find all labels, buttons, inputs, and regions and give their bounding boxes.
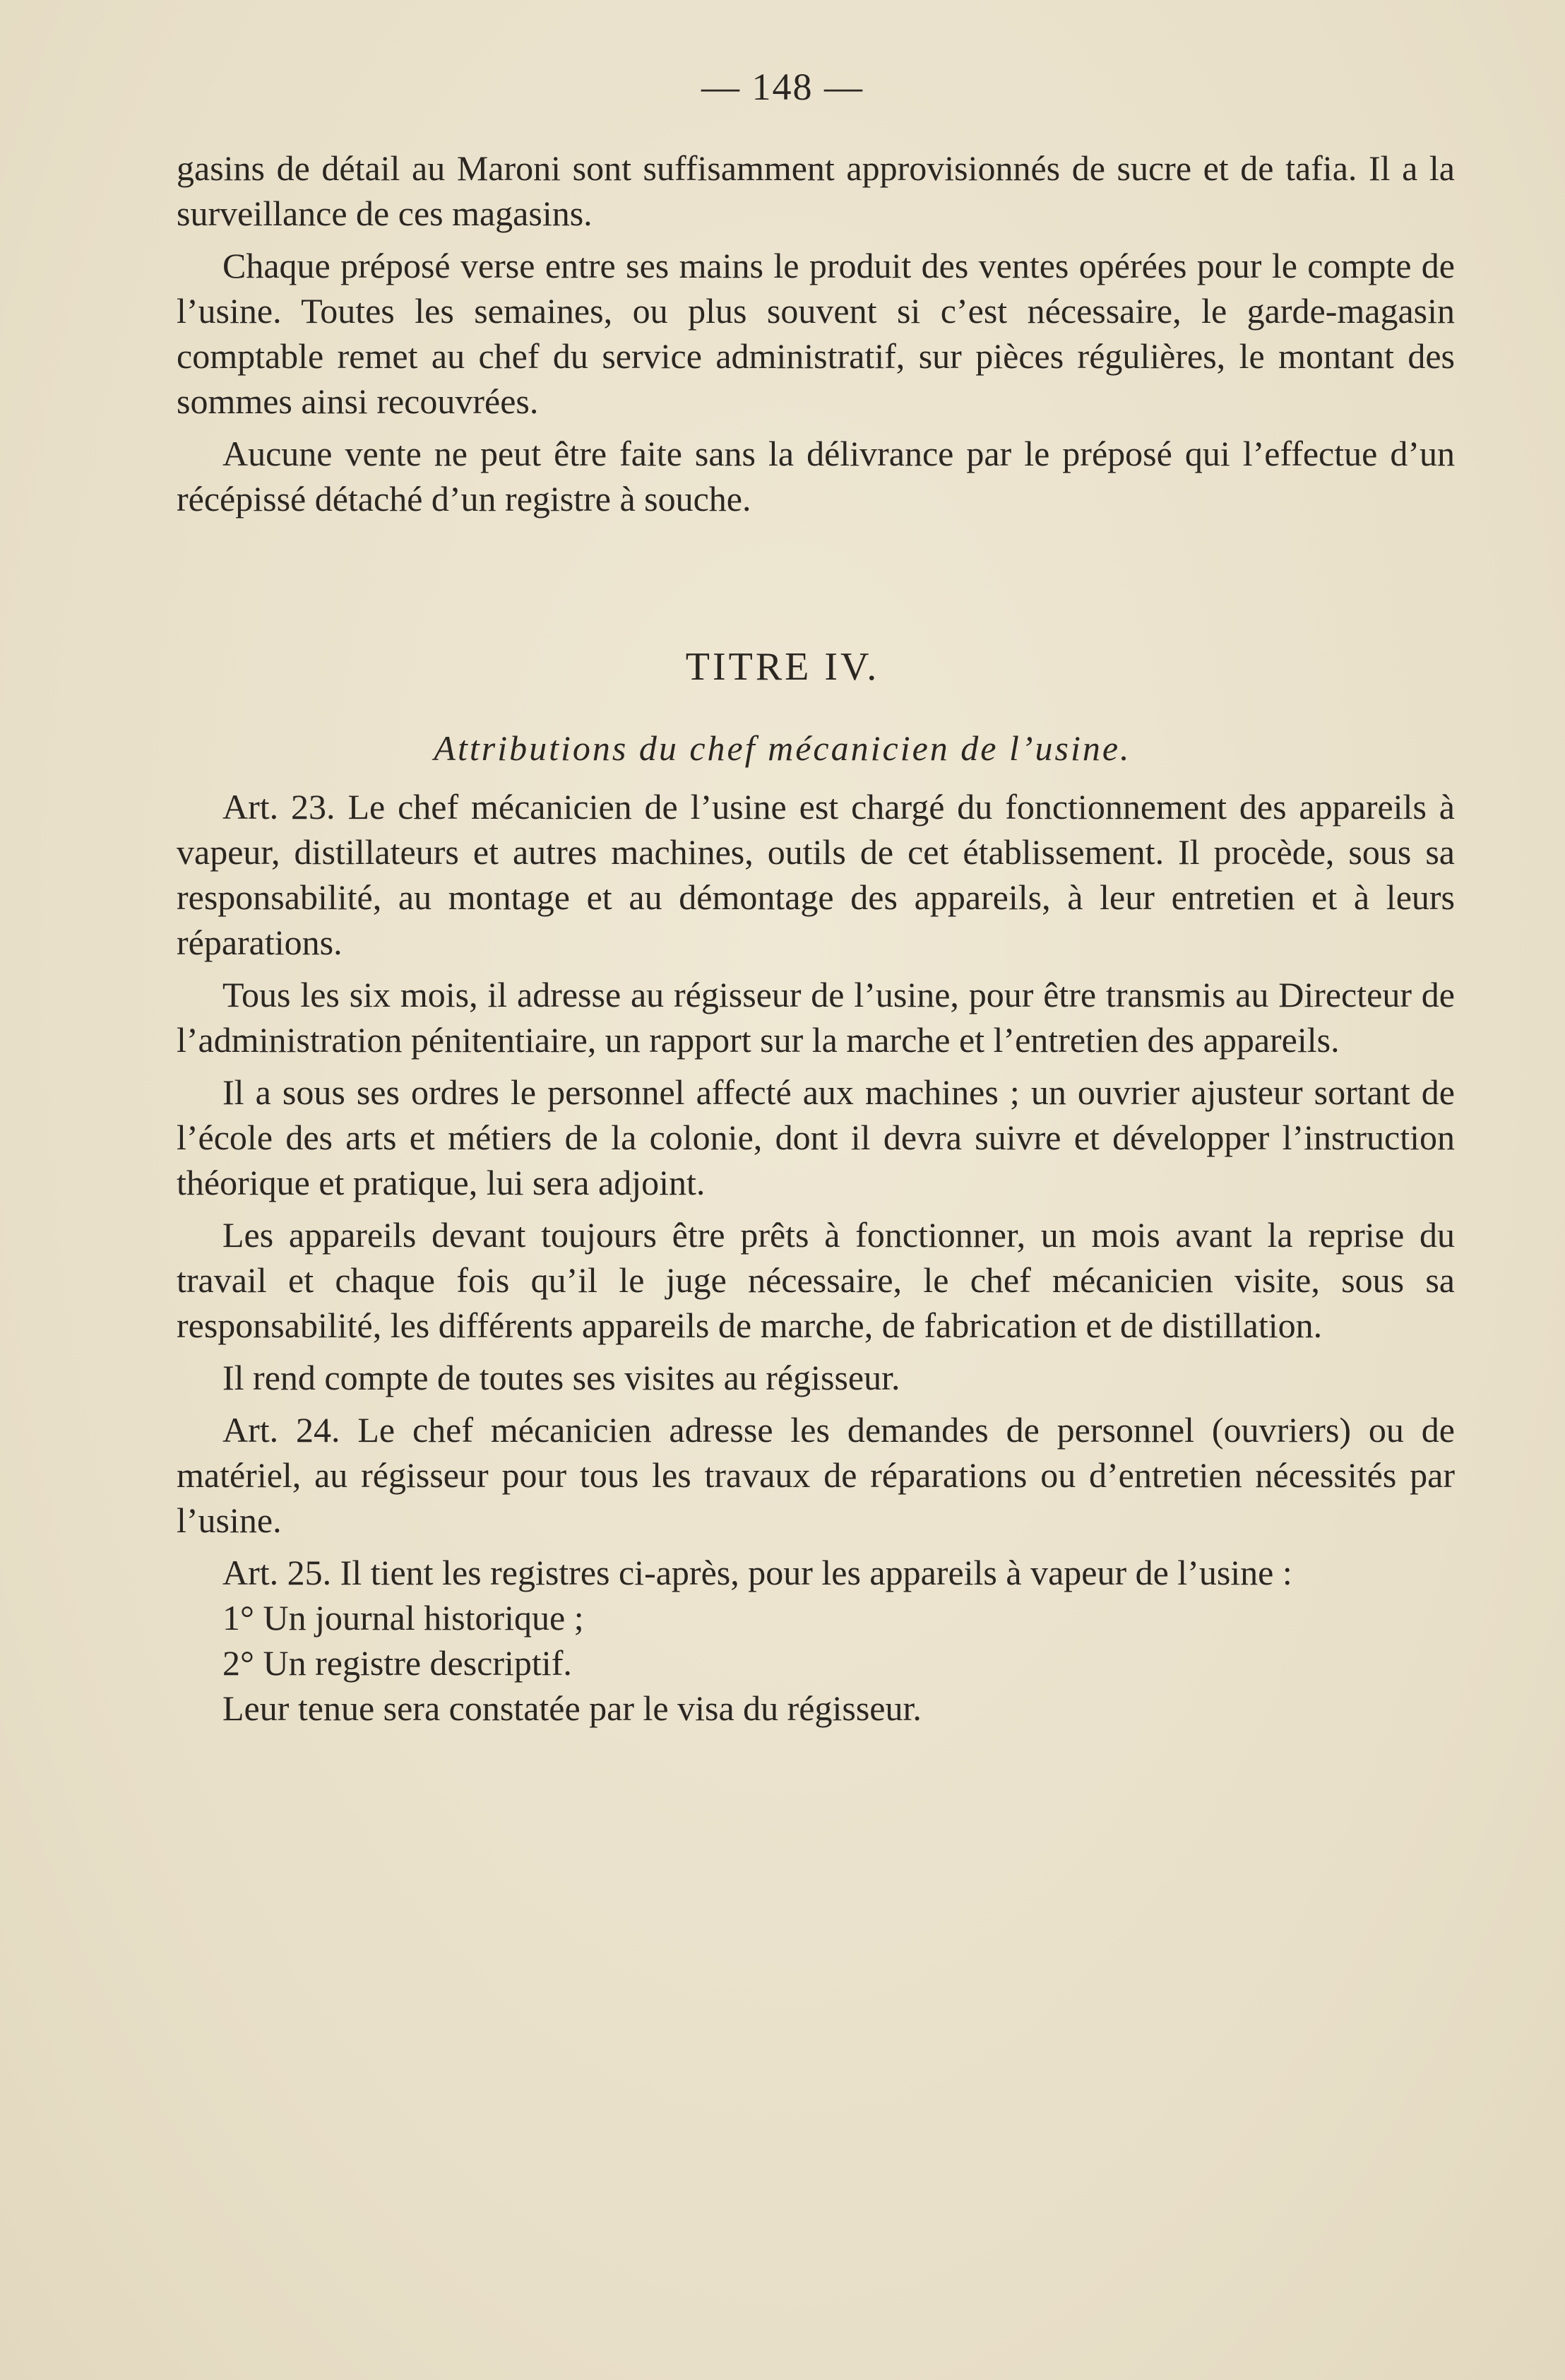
intro-section [177, 146, 1455, 521]
paragraph-prepose: Chaque préposé verse entre ses mains le produit des ventes opérées pour le compte de l’usine. Toutes les semaines, ou plus souvent si c’est nécessaire, le garde-magasin comptable remet au chef du service administratif, sur pièces régulières, le montant des sommes ainsi recouvrées. [177, 246, 1455, 421]
section-subtitle: Attributions du chef mécanicien de l’usine. [434, 728, 1131, 768]
paragraph-continuation: gasins de détail au Maroni sont suffisamment approvisionnés de sucre et de tafia. Il a la surveillance de ces magasins. [177, 148, 1455, 233]
paragraph-aucune-vente: Aucune vente ne peut être faite sans la délivrance par le préposé qui l’effectue d’un récépissé détaché d’un registre à souche. [177, 434, 1455, 519]
list-item-1: 1° Un journal historique ; [222, 1598, 584, 1638]
article-23: Art. 23. Le chef mécanicien de l’usine est chargé du fonctionnement des appareils à vapeur, distillateurs et autres machines, outils de cet établissement. Il procède, sous sa responsabilité, au montage et au démontage des appareils, à leur entretien et à leurs réparations. [177, 787, 1455, 962]
body-section [177, 784, 1455, 1731]
paragraph-tous-les-six-mois: Tous les six mois, il adresse au régisseur de l’usine, pour être transmis au Directeur de l’administration pénitentiaire, un rapport sur la marche et l’entretien des appareils. [177, 975, 1455, 1060]
paragraph-appareils: Les appareils devant toujours être prêts à fonctionner, un mois avant la reprise du travail et chaque fois qu’il le juge nécessaire, le chef mécanicien visite, sous sa responsabilité, les différents appareils de marche, de fabrication et de distillation. [177, 1215, 1455, 1345]
section-title: TITRE IV. [685, 645, 880, 689]
page-number: — 148 — [701, 66, 864, 108]
list-item-2: 2° Un registre descriptif. [222, 1643, 572, 1683]
paragraph-leur-tenue: Leur tenue sera constatée par le visa du régisseur. [222, 1688, 922, 1728]
paragraph-personnel: Il a sous ses ordres le personnel affecté aux machines ; un ouvrier ajusteur sortant de l’école des arts et métiers de la colonie, dont il devra suivre et développer l’instruction théorique et pratique, lui sera adjoint. [177, 1072, 1455, 1202]
article-24: Art. 24. Le chef mécanicien adresse les demandes de personnel (ouvriers) ou de matériel, au régisseur pour tous les travaux de réparations ou d’entretien nécessités par l’usine. [177, 1410, 1455, 1540]
article-25: Art. 25. Il tient les registres ci-après, pour les appareils à vapeur de l’usine : [222, 1553, 1292, 1592]
paragraph-rend-compte: Il rend compte de toutes ses visites au régisseur. [222, 1358, 900, 1397]
